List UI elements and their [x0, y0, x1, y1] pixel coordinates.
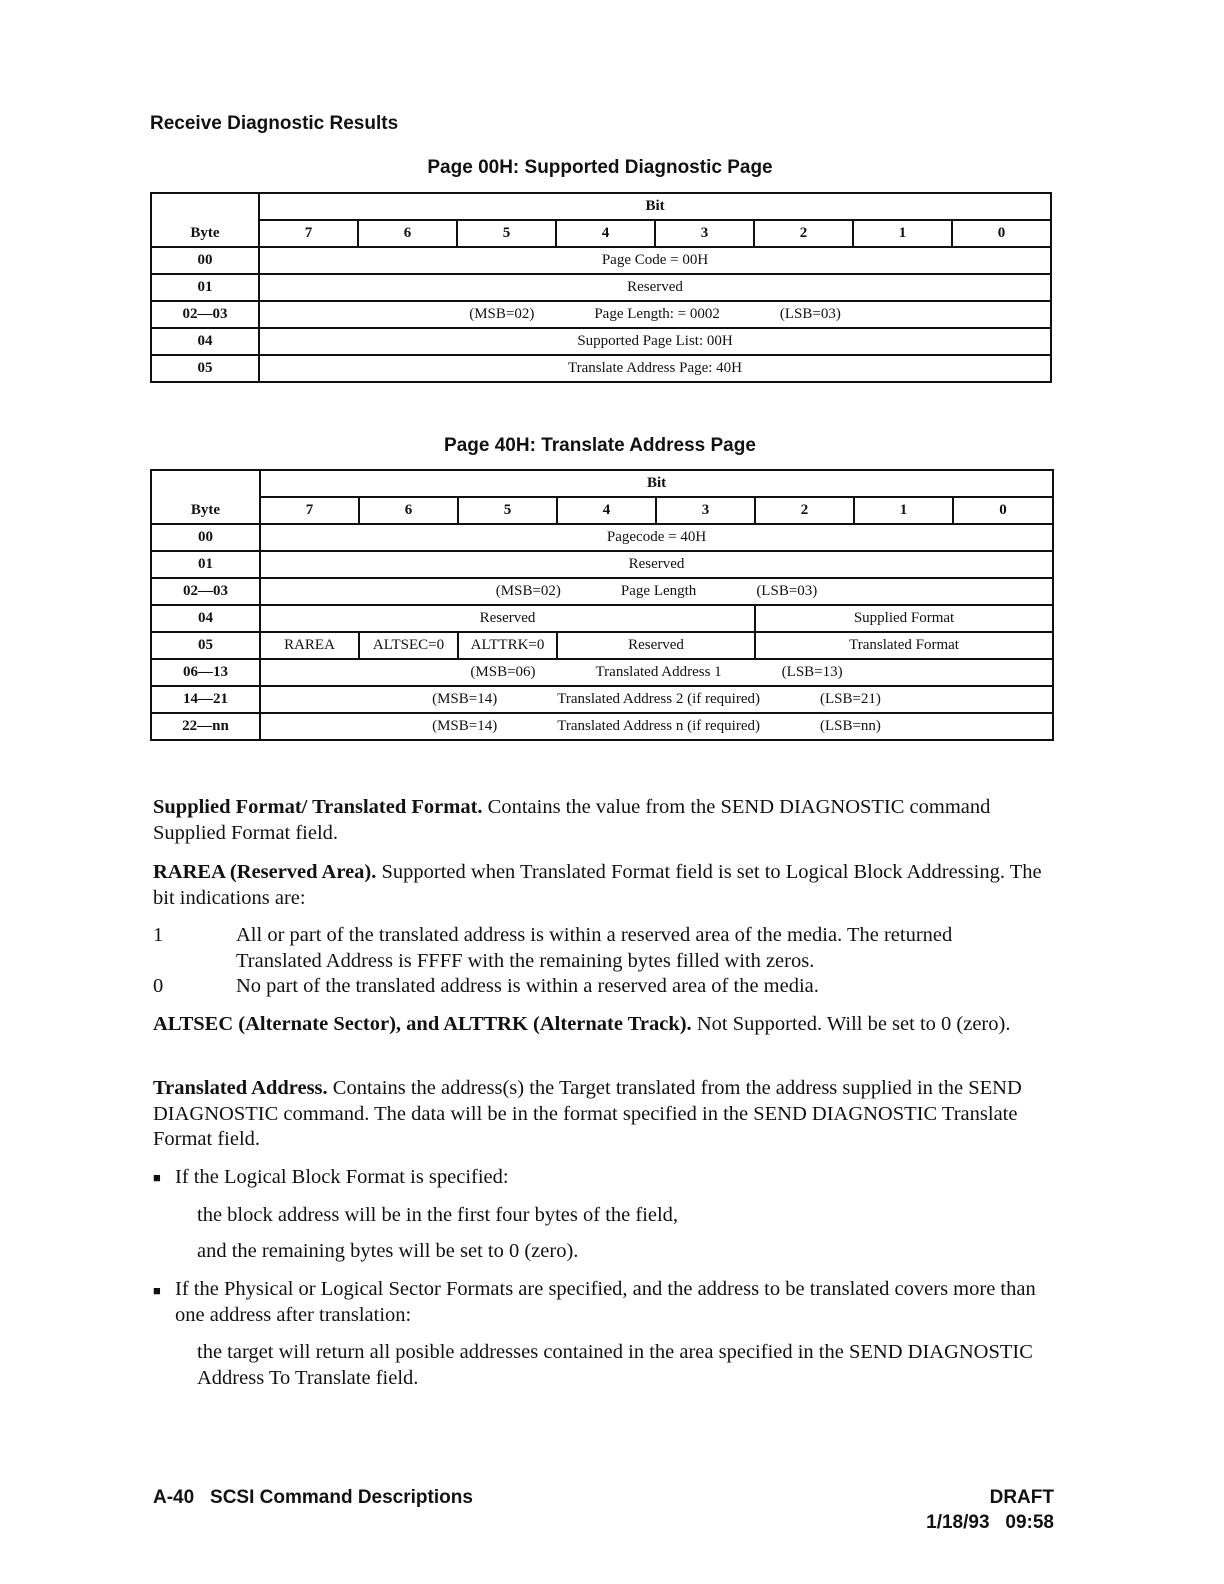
- paragraph-rarea: [153, 860, 1053, 911]
- bullet-icon: ■: [153, 1170, 161, 1185]
- table-row: [151, 328, 1051, 355]
- table2-bit-header: Bit: [260, 470, 1053, 497]
- reserved-cell: Reserved: [557, 632, 755, 659]
- table1-bit-7: 7: [259, 220, 358, 247]
- table1-bit-6: 6: [358, 220, 457, 247]
- msb-label: (MSB=14): [432, 691, 498, 707]
- msb-label: (MSB=14): [432, 718, 498, 734]
- term-label: Supplied Format/ Translated Format.: [153, 796, 483, 818]
- table1-corner: [151, 193, 259, 220]
- bullet-icon: ■: [153, 1283, 161, 1298]
- table2-bit-5: 5: [458, 497, 557, 524]
- field-cell: [260, 686, 1053, 713]
- byte-cell: 02—03: [151, 578, 260, 605]
- byte-cell: 02—03: [151, 301, 259, 328]
- footer-page-ref: A-40: [153, 1487, 195, 1508]
- footer-datetime: [926, 1512, 1054, 1534]
- byte-cell: 00: [151, 247, 259, 274]
- table-row: [151, 524, 1053, 551]
- bit0-description: No part of the translated address is within a reserved area of the media.: [236, 975, 819, 997]
- table1-bit-1: 1: [853, 220, 952, 247]
- field-cell: [260, 578, 1053, 605]
- table1-supported-diagnostic-page: [150, 192, 1052, 383]
- table-row: [151, 247, 1051, 274]
- table-row: [151, 686, 1053, 713]
- translated-format-cell: Translated Format: [755, 632, 1053, 659]
- bit1-label: 1: [153, 924, 164, 946]
- term-description: Contains the value from the SEND DIAGNOSTIC command Supplied Format field.: [153, 796, 991, 844]
- table2-bit-1: 1: [854, 497, 953, 524]
- table2-byte-header: Byte: [151, 497, 260, 524]
- table-row: [151, 659, 1053, 686]
- field-cell: Page Code = 00H: [259, 247, 1051, 274]
- bit0-label: 0: [153, 975, 164, 997]
- field-cell: Reserved: [260, 551, 1053, 578]
- table2-bit-0: 0: [953, 497, 1053, 524]
- footer-chapter: SCSI Command Descriptions: [210, 1487, 473, 1508]
- table2-caption: Page 40H: Translate Address Page: [444, 435, 756, 456]
- byte-cell: 05: [151, 632, 260, 659]
- table1-bit-header: Bit: [259, 193, 1051, 220]
- byte-cell: 06—13: [151, 659, 260, 686]
- alttrk-cell: ALTTRK=0: [458, 632, 557, 659]
- reserved-cell: Reserved: [260, 605, 755, 632]
- lsb-label: (LSB=03): [779, 306, 841, 322]
- table-row: [151, 713, 1053, 740]
- lsb-label: (LSB=13): [781, 664, 843, 680]
- table-row: [151, 551, 1053, 578]
- term-label: ALTSEC (Alternate Sector), and ALTTRK (Alternate Track).: [153, 1013, 692, 1035]
- table2-translate-address-page: [150, 469, 1054, 741]
- table2-bit-4: 4: [557, 497, 656, 524]
- term-description: Supported when Translated Format field is set to Logical Block Addressing. The bit indications are:: [153, 861, 1042, 909]
- table1-bit-5: 5: [457, 220, 556, 247]
- table1-bit-2: 2: [754, 220, 853, 247]
- field-cell: [260, 659, 1053, 686]
- lsb-label: (LSB=nn): [819, 718, 881, 734]
- field-cell: [260, 713, 1053, 740]
- byte-cell: 05: [151, 355, 259, 382]
- term-label: RAREA (Reserved Area).: [153, 861, 377, 883]
- table2-bit-6: 6: [359, 497, 458, 524]
- table1-byte-header: Byte: [151, 220, 259, 247]
- msb-label: (MSB=06): [470, 664, 536, 680]
- field-cell: Reserved: [259, 274, 1051, 301]
- bullet2-sub: the target will return all posible addresses contained in the area specified in the SEND DIAGNOSTIC Address To Translate field.: [197, 1341, 1033, 1389]
- field-cell: Supported Page List: 00H: [259, 328, 1051, 355]
- bit1-description: All or part of the translated address is within a reserved area of the media. The returned Translated Address is FFFF with the remaining bytes filled with zeros.: [236, 924, 953, 972]
- byte-cell: 01: [151, 551, 260, 578]
- footer-left: [153, 1487, 473, 1509]
- paragraph-translated-address: [153, 1076, 1053, 1153]
- field-cell: [259, 301, 1051, 328]
- table1-bit-4: 4: [556, 220, 655, 247]
- msb-label: (MSB=02): [495, 583, 561, 599]
- table-row: [151, 301, 1051, 328]
- table-row: [151, 355, 1051, 382]
- rarea-cell: RAREA: [260, 632, 359, 659]
- table-row: [151, 605, 1053, 632]
- byte-cell: 01: [151, 274, 259, 301]
- table1-caption: Page 00H: Supported Diagnostic Page: [427, 157, 773, 178]
- term-description: Not Supported. Will be set to 0 (zero).: [691, 1013, 1011, 1035]
- table-row: [151, 578, 1053, 605]
- msb-label: (MSB=02): [469, 306, 535, 322]
- bullet1-text: If the Logical Block Format is specified:: [175, 1166, 509, 1188]
- field-label: Translated Address 2 (if required): [557, 691, 760, 707]
- bullet2-text: If the Physical or Logical Sector Formats are specified, and the address to be translated covers more than one address after translation:: [175, 1278, 1036, 1326]
- field-label: Translated Address n (if required): [557, 718, 760, 734]
- table-row: [151, 274, 1051, 301]
- byte-cell: 14—21: [151, 686, 260, 713]
- field-label: Translated Address 1: [595, 664, 722, 680]
- lsb-label: (LSB=21): [819, 691, 881, 707]
- footer-date: 1/18/93: [926, 1512, 990, 1533]
- byte-cell: 00: [151, 524, 260, 551]
- footer-status: DRAFT: [989, 1487, 1054, 1508]
- field-label: Page Length: = 0002: [594, 306, 720, 322]
- paragraph-supplied-format: [153, 795, 1053, 846]
- section-title: Receive Diagnostic Results: [150, 113, 399, 134]
- table2-corner: [151, 470, 260, 497]
- table2-bit-3: 3: [656, 497, 755, 524]
- byte-cell: 04: [151, 605, 260, 632]
- byte-cell: 04: [151, 328, 259, 355]
- table1-bit-3: 3: [655, 220, 754, 247]
- bullet1-sub2: and the remaining bytes will be set to 0 (zero).: [197, 1240, 579, 1262]
- term-label: Translated Address.: [153, 1077, 328, 1099]
- field-cell: Pagecode = 40H: [260, 524, 1053, 551]
- term-description: Contains the address(s) the Target translated from the address supplied in the SEND DIAGNOSTIC command. The data will be in the format specified in the SEND DIAGNOSTIC Translate Format field.: [153, 1077, 1022, 1150]
- bullet1-sub1: the block address will be in the first four bytes of the field,: [197, 1204, 679, 1226]
- supplied-format-cell: Supplied Format: [755, 605, 1053, 632]
- table2-bit-7: 7: [260, 497, 359, 524]
- paragraph-altsec-alttrk: [153, 1012, 1053, 1038]
- table-row: [151, 632, 1053, 659]
- table2-bit-2: 2: [755, 497, 854, 524]
- field-cell: Translate Address Page: 40H: [259, 355, 1051, 382]
- table1-bit-0: 0: [952, 220, 1051, 247]
- byte-cell: 22—nn: [151, 713, 260, 740]
- altsec-cell: ALTSEC=0: [359, 632, 458, 659]
- field-label: Page Length: [620, 583, 697, 599]
- footer-time: 09:58: [1005, 1512, 1054, 1533]
- lsb-label: (LSB=03): [756, 583, 818, 599]
